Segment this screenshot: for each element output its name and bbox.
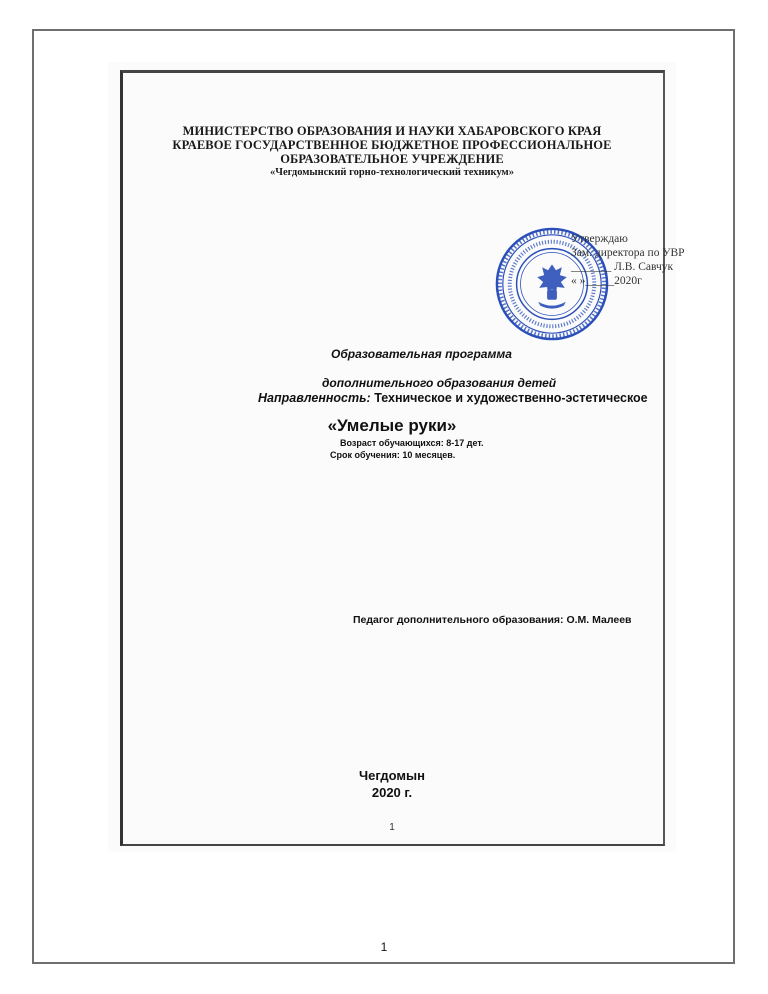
program-name: «Умелые руки» bbox=[327, 416, 457, 435]
header-institution-type: КРАЕВОЕ ГОСУДАРСТВЕННОЕ БЮДЖЕТНОЕ ПРОФЕССИОНАЛЬНОЕ bbox=[172, 138, 612, 152]
header-ministry: МИНИСТЕРСТВО ОБРАЗОВАНИЯ И НАУКИ ХАБАРОВСКОГО КРАЯ bbox=[182, 124, 602, 138]
approval-signature: _______ Л.В. Савчук bbox=[571, 261, 674, 273]
direction-value: Техническое и художественно-эстетическое bbox=[374, 391, 648, 405]
approval-position: Зам. директора по УВР bbox=[571, 247, 685, 259]
program-direction bbox=[258, 391, 648, 405]
year: 2020 г. bbox=[371, 785, 413, 800]
program-title-line1: Образовательная программа bbox=[331, 347, 512, 361]
program-age: Возраст обучающихся: 8-17 дет. bbox=[340, 438, 484, 448]
program-title-line2: дополнительного образования детей bbox=[322, 376, 557, 390]
approval-block bbox=[571, 232, 691, 288]
inner-page-number: 1 bbox=[389, 822, 395, 833]
page-number: 1 bbox=[380, 940, 388, 954]
scanned-title-page bbox=[108, 62, 685, 852]
header-institution-type-cont: ОБРАЗОВАТЕЛЬНОЕ УЧРЕЖДЕНИЕ bbox=[280, 152, 504, 166]
program-duration: Срок обучения: 10 месяцев. bbox=[330, 450, 456, 460]
approval-date: « »_____2020г bbox=[571, 275, 642, 287]
header-institution-name: «Чегдомынский горно-технологический техникум» bbox=[270, 167, 514, 178]
direction-label: Направленность: bbox=[258, 391, 371, 405]
city: Чегдомын bbox=[359, 768, 425, 783]
teacher-line: Педагог дополнительного образования: О.М. Малеев bbox=[353, 614, 632, 626]
approval-label: Утверждаю bbox=[571, 233, 628, 245]
